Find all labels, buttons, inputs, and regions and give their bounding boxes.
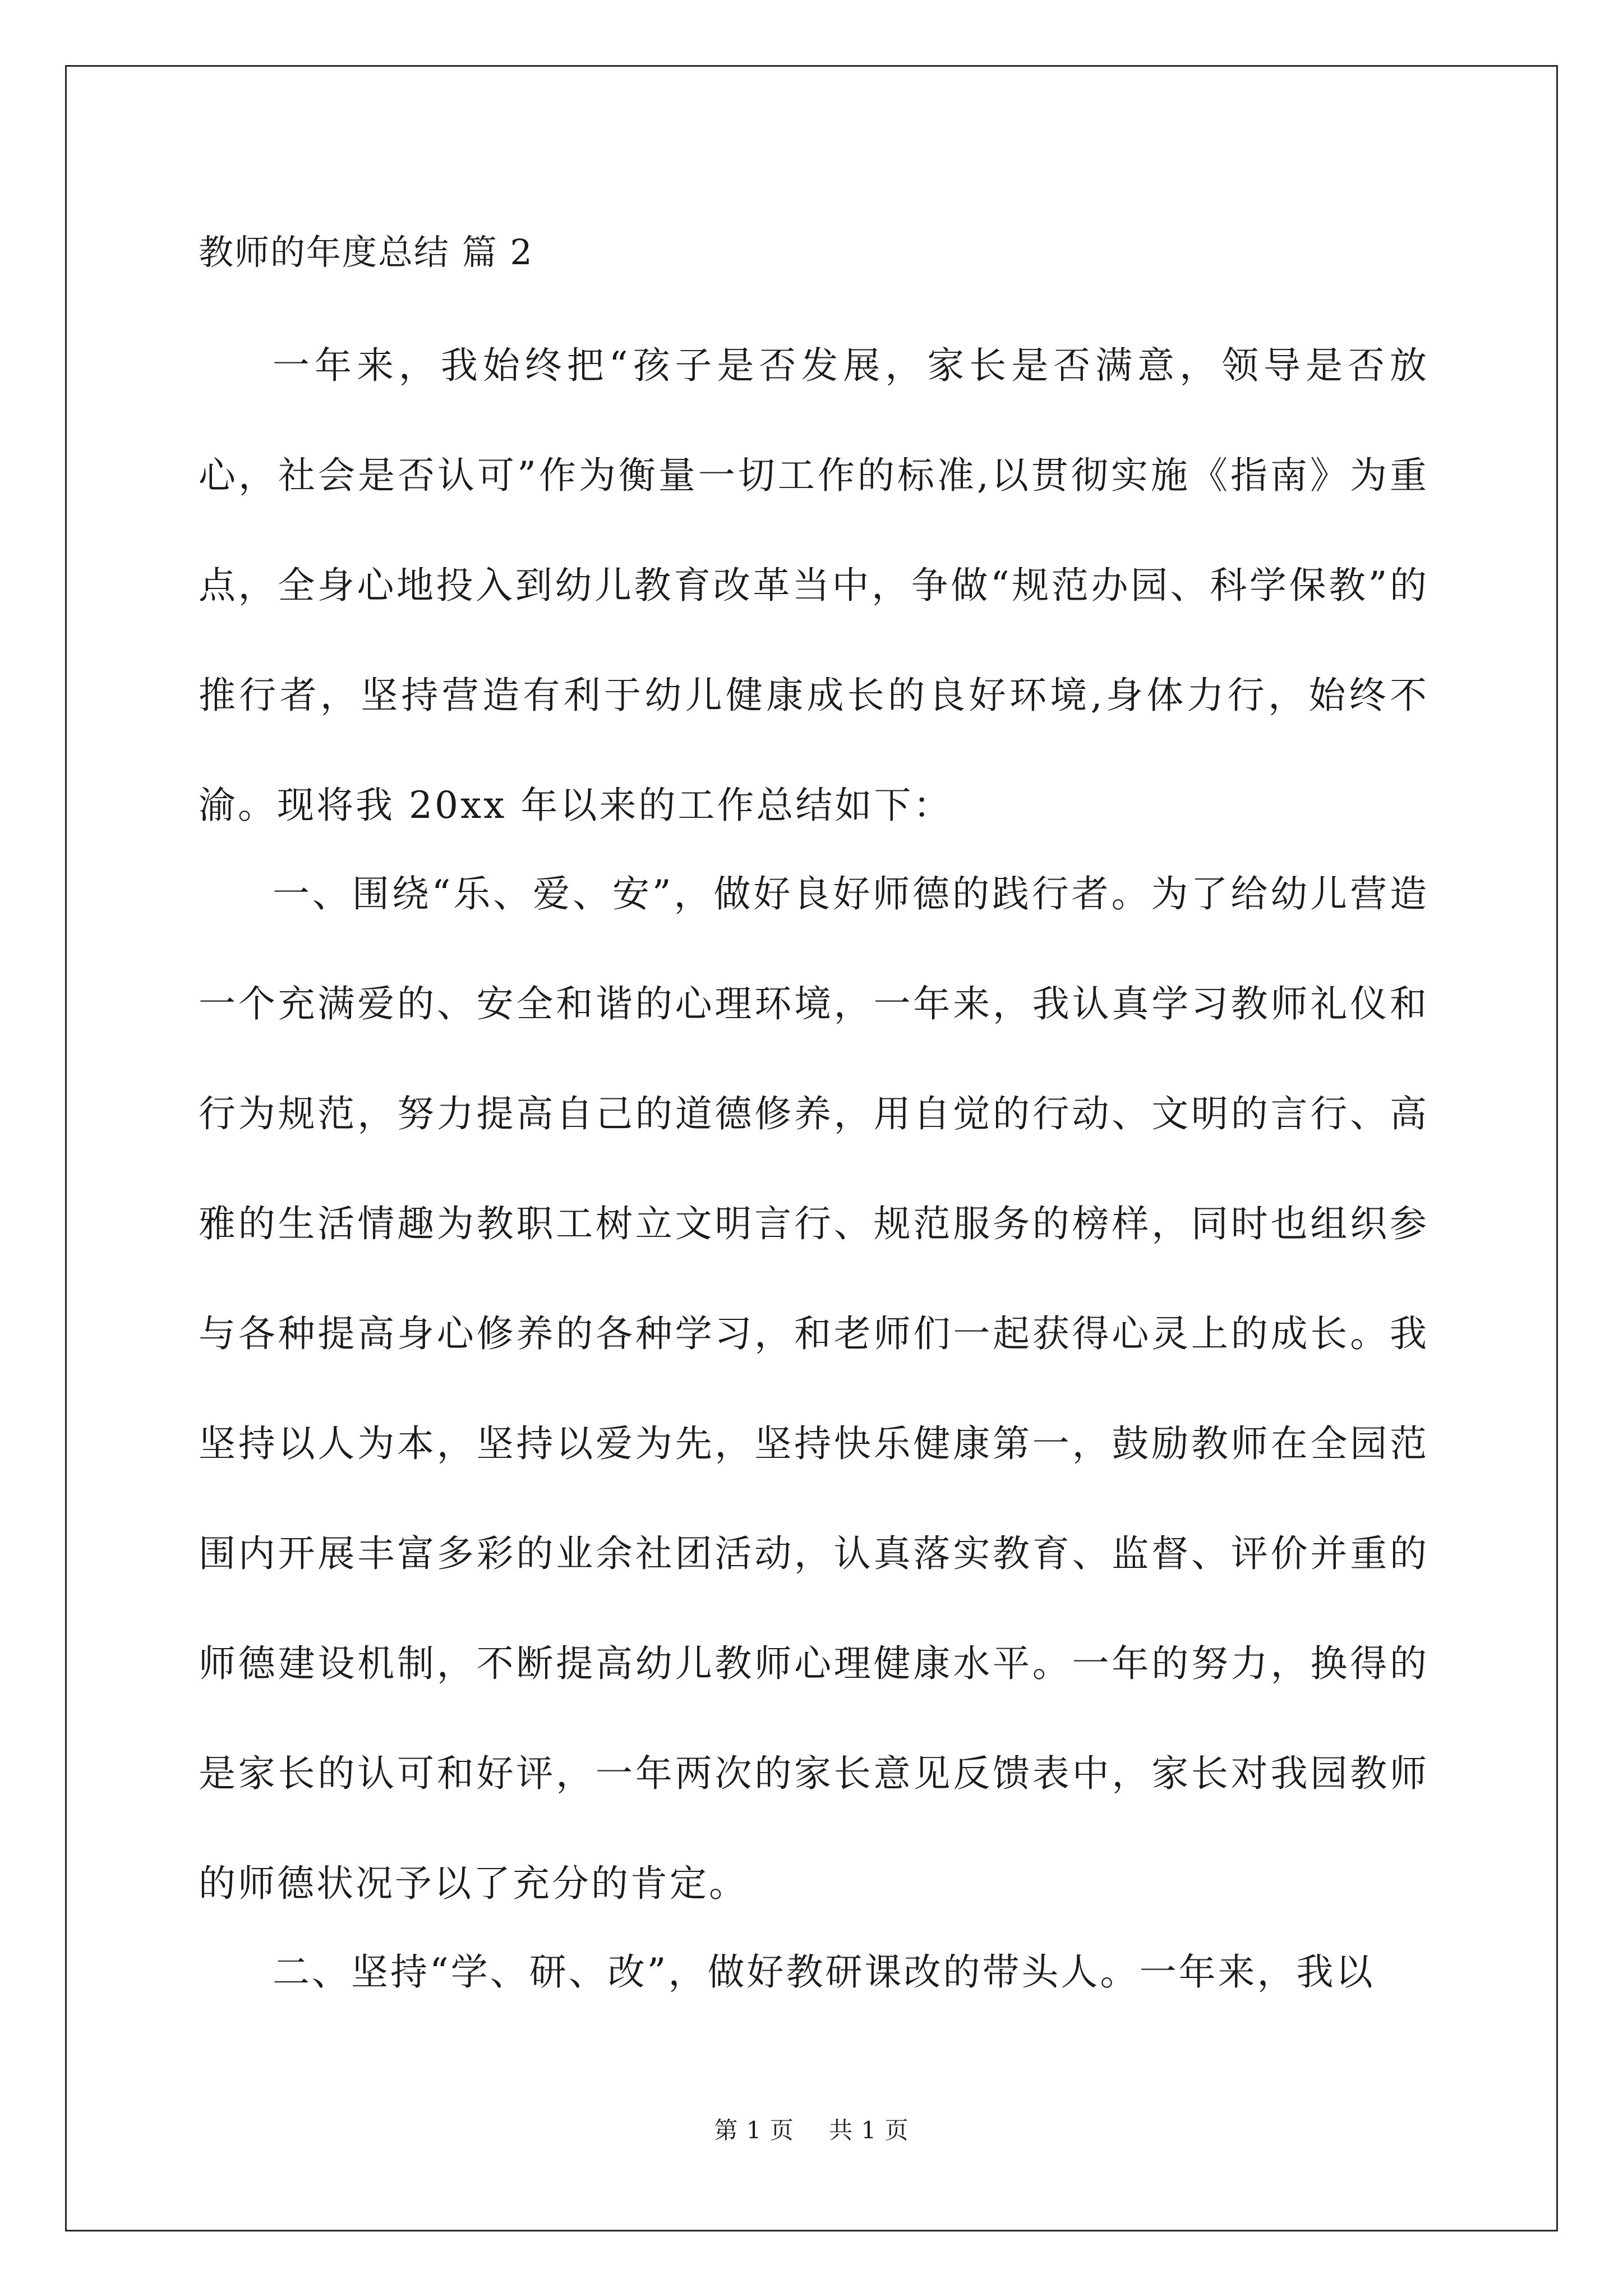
page-number: 第 1 页 [714, 2116, 794, 2144]
paragraph-section-two: 二、坚持“学、研、改”，做好教研课改的带头人。一年来，我以 [273, 1950, 1375, 1994]
page-total: 共 1 页 [829, 2116, 909, 2144]
document-title: 教师的年度总结 篇 2 [199, 232, 533, 273]
document-body [199, 224, 1429, 2027]
paragraph-intro: 一年来，我始终把“孩子是否发展，家长是否满意，领导是否放心，社会是否认可”作为衡量一切工作的标准,以贯彻实施《指南》为重点，全身心地投入到幼儿教育改革当中，争做“规范办园、科学保教”的推行者，坚持营造有利于幼儿健康成长的良好环境,身体力行，始终不渝。现将我 20xx 年以来的工作总结如下： [199, 344, 1429, 827]
page-footer [0, 2114, 1623, 2147]
paragraph-section-one: 一、围绕“乐、爱、安”，做好良好师德的践行者。为了给幼儿营造一个充满爱的、安全和谐的心理环境，一年来，我认真学习教师礼仪和行为规范，努力提高自己的道德修养，用自觉的行动、文明的言行、高雅的生活情趣为教职工树立文明言行、规范服务的榜样，同时也组织参与各种提高身心修养的各种学习，和老师们一起获得心灵上的成长。我坚持以人为本，坚持以爱为先，坚持快乐健康第一，鼓励教师在全园范围内开展丰富多彩的业余社团活动，认真落实教育、监督、评价并重的师德建设机制，不断提高幼儿教师心理健康水平。一年的努力，换得的是家长的认可和好评，一年两次的家长意见反馈表中，家长对我园教师的师德状况予以了充分的肯定。 [199, 872, 1429, 1905]
